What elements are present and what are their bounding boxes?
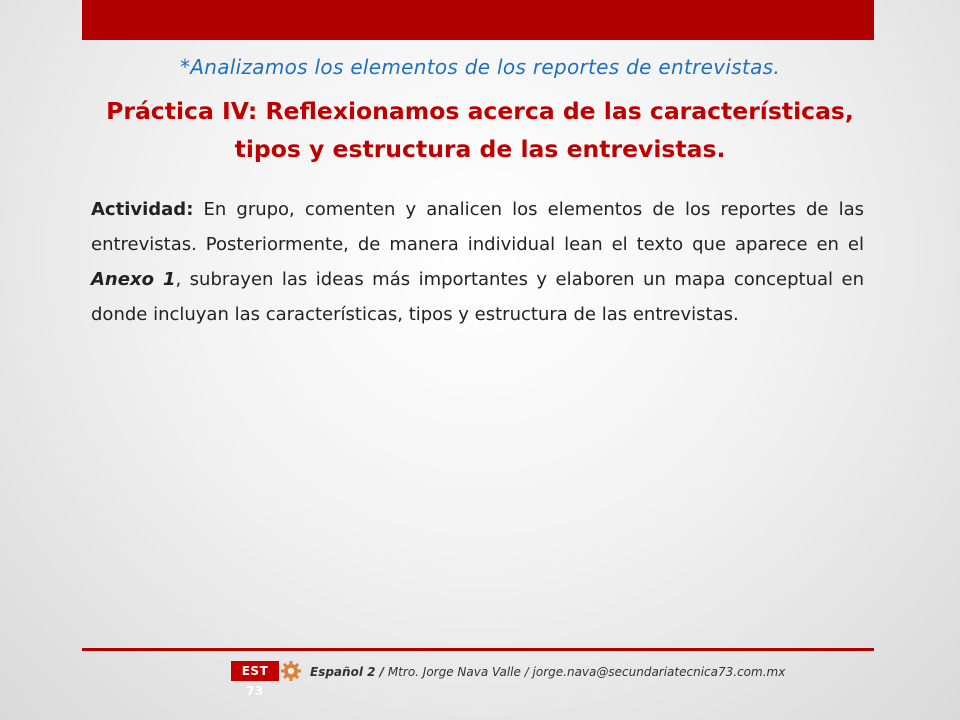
footer-teacher: Mtro. Jorge Nava Valle / jorge.nava@secundariatecnica73.com.mx (384, 665, 786, 679)
title-line-1: Práctica IV: Reflexionamos acerca de las características, (106, 97, 854, 125)
slide-subtitle: *Analizamos los elementos de los reportes de entrevistas. (179, 55, 781, 79)
activity-paragraph (91, 192, 864, 332)
footer-course: Español 2 / (310, 665, 385, 679)
activity-text-1: En grupo, comenten y analicen los elementos de los reportes de las entrevistas. Posteriormente, de manera individual lean el texto que aparece en el (91, 199, 864, 255)
top-banner-bar (82, 0, 874, 40)
title-line-2: tipos y estructura de las entrevistas. (234, 135, 726, 163)
footer-credits (310, 663, 870, 681)
activity-label: Actividad: (91, 199, 194, 220)
gear-icon (280, 660, 302, 682)
slide-title (70, 92, 890, 168)
activity-text-2: , subrayen las ideas más importantes y elaboren un mapa conceptual en donde incluyan las características, tipos y estructura de las entrevistas. (91, 269, 864, 325)
school-badge: EST 73 (231, 661, 279, 681)
footer-divider (82, 648, 874, 651)
anexo-reference: Anexo 1 (91, 269, 176, 290)
